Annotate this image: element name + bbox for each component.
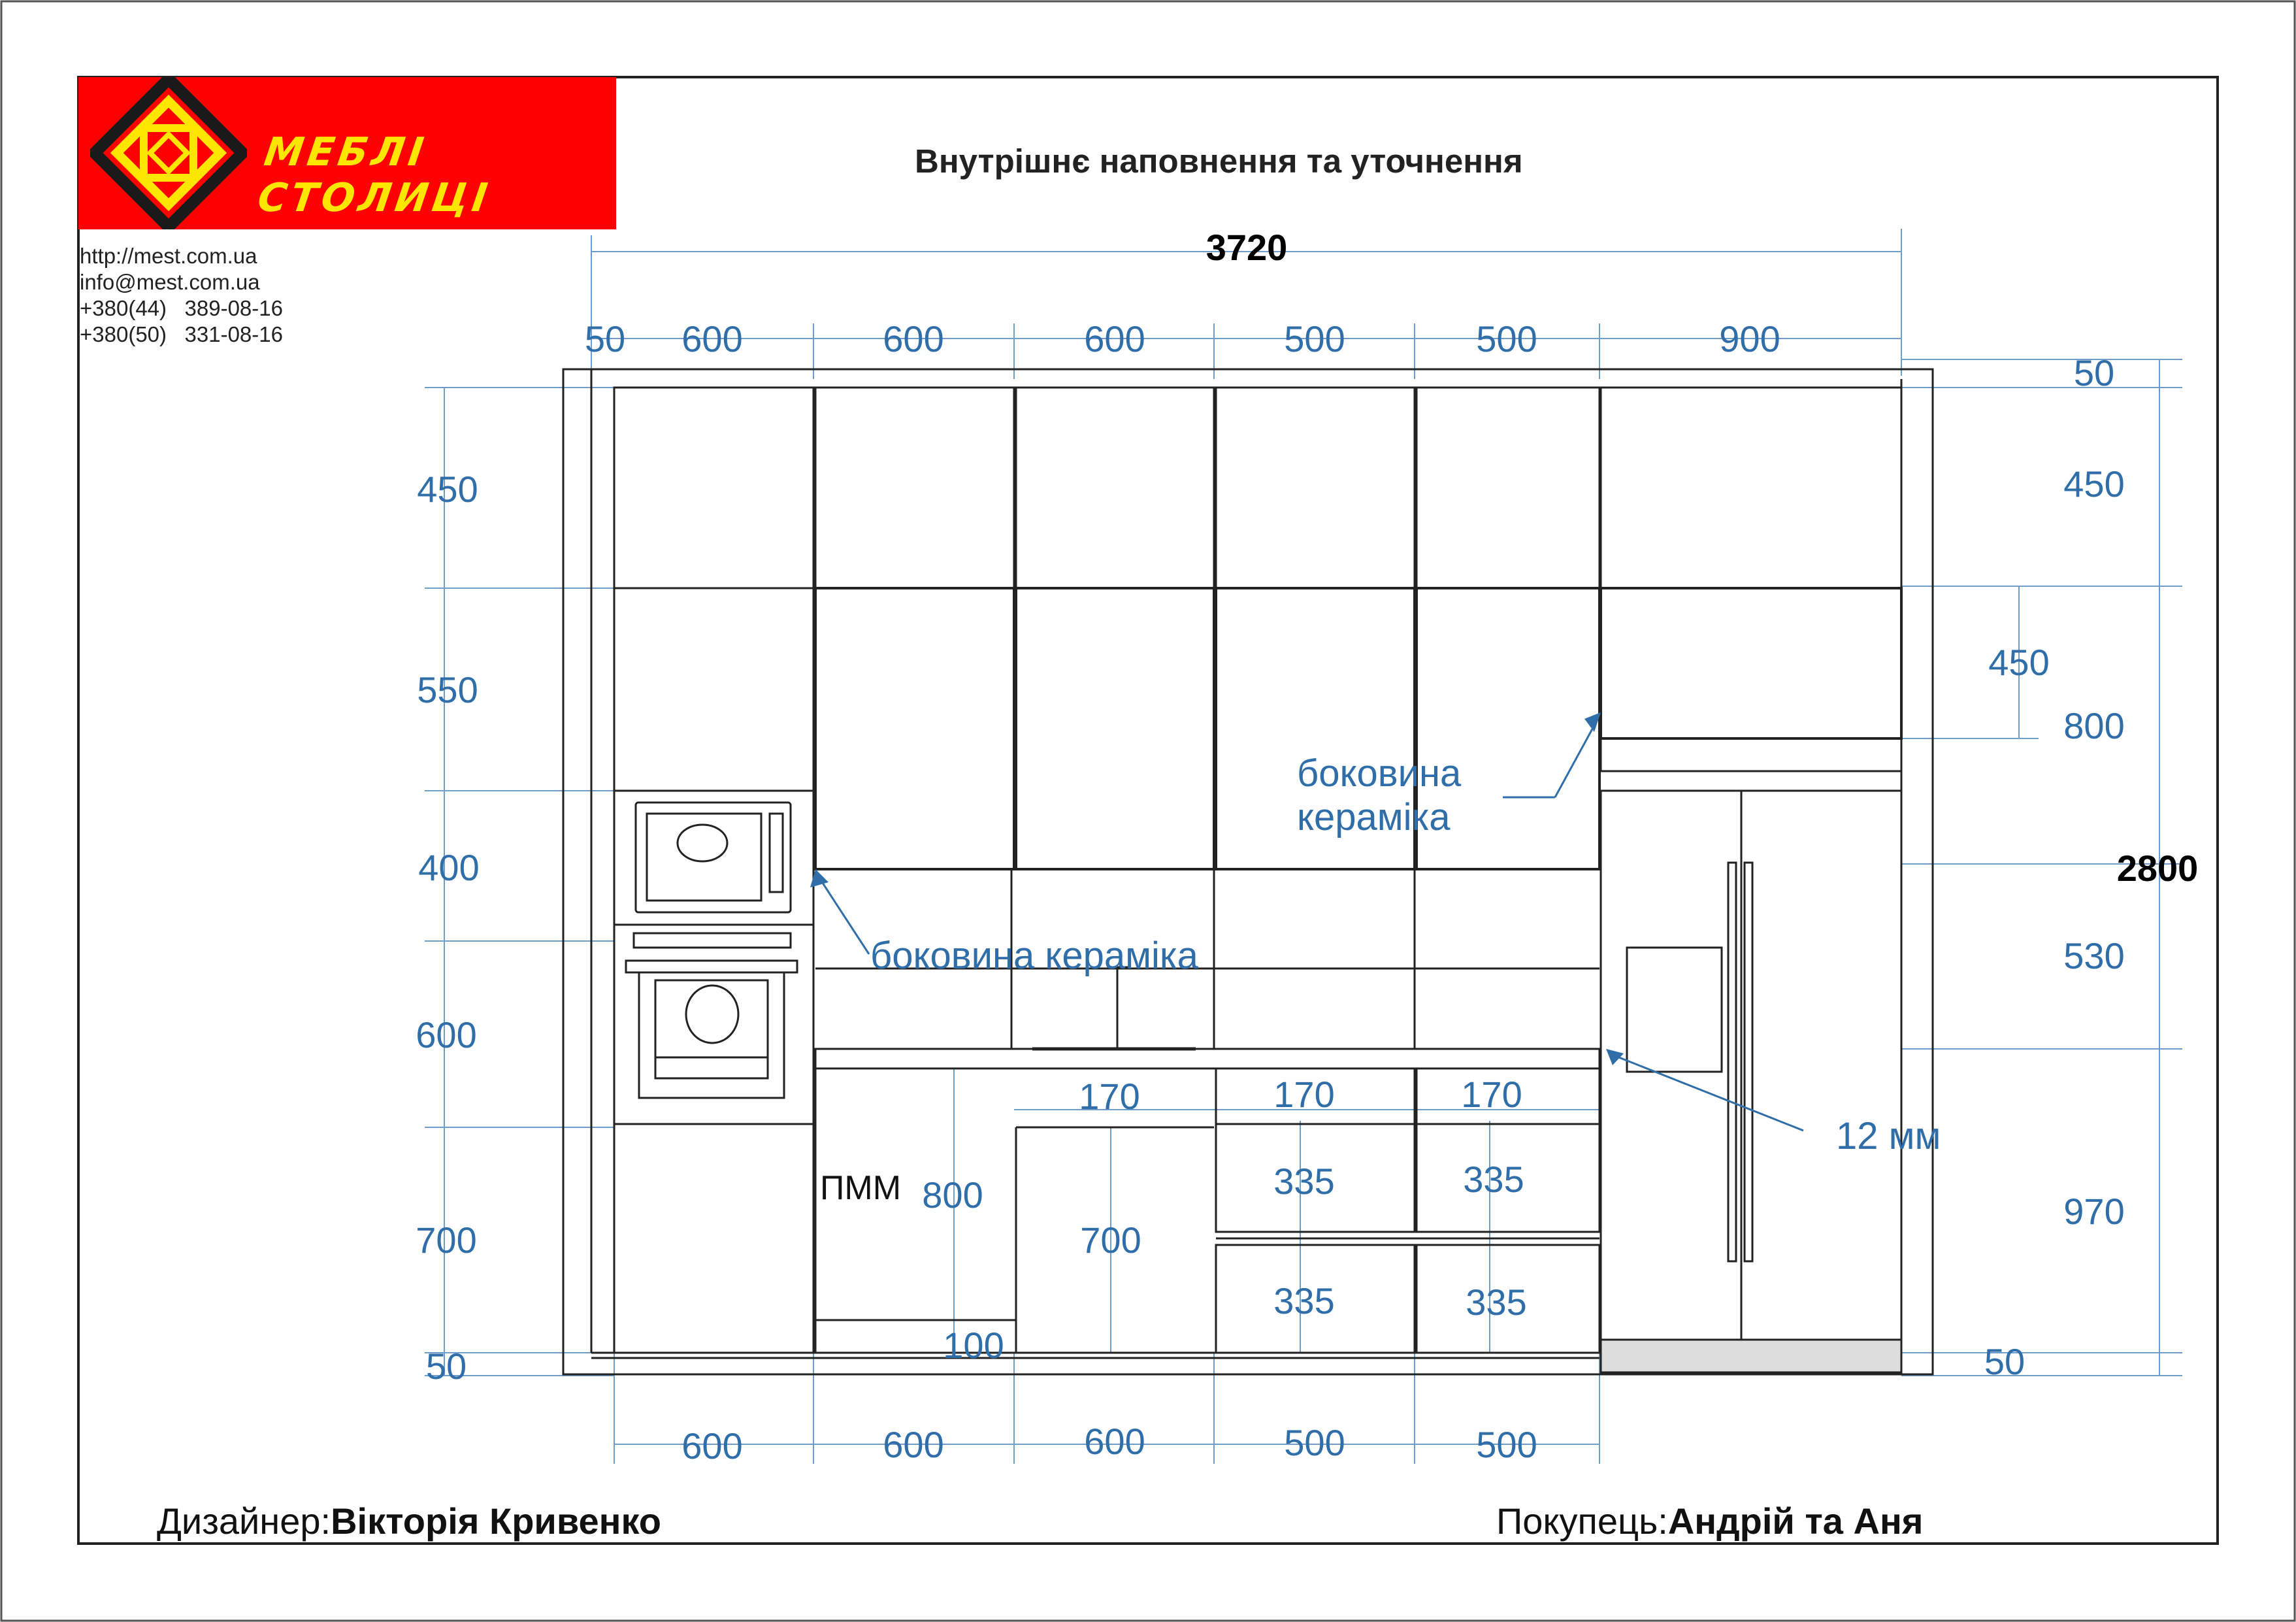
countertop bbox=[815, 1049, 1599, 1068]
dim-left-5: 700 bbox=[416, 1219, 477, 1261]
designer-label: Дизайнер: bbox=[157, 1500, 331, 1542]
dim-drawer-height-4: 335 bbox=[1466, 1282, 1527, 1323]
dim-overall-height: 2800 bbox=[2116, 848, 2199, 889]
page-title: Внутрішнє наповнення та уточнення bbox=[915, 142, 1523, 180]
designer-line bbox=[157, 1500, 661, 1542]
dim-left-1: 450 bbox=[417, 469, 478, 510]
top-cabinet-1 bbox=[614, 388, 813, 588]
top-cabinet-3 bbox=[1016, 388, 1214, 588]
dim-top-3: 600 bbox=[883, 318, 944, 359]
dim-top-5: 500 bbox=[1284, 318, 1345, 359]
microwave bbox=[636, 803, 791, 912]
drawing-frame bbox=[78, 77, 2218, 1544]
kitchen-cabinets bbox=[563, 369, 1933, 1374]
dim-bottom-1: 600 bbox=[681, 1425, 743, 1466]
top-cabinet-6 bbox=[1601, 388, 1901, 588]
dim-left-3: 400 bbox=[418, 847, 480, 888]
dim-top-4: 600 bbox=[1084, 318, 1145, 359]
buyer-label: Покупець: bbox=[1496, 1500, 1668, 1542]
email-link[interactable]: info@mest.com.ua bbox=[80, 270, 260, 294]
logo-mark-icon bbox=[90, 77, 247, 229]
contacts bbox=[80, 243, 283, 348]
phone-2: +380(50) 331-08-16 bbox=[80, 322, 283, 346]
dim-drawer-width-3: 170 bbox=[1461, 1074, 1522, 1115]
dim-right-6: 50 bbox=[1984, 1341, 2025, 1382]
top-cabinet-2 bbox=[815, 388, 1014, 588]
dim-right-3: 800 bbox=[2063, 705, 2125, 746]
dim-right-2: 450 bbox=[2063, 463, 2125, 505]
arrow-icon bbox=[1606, 1049, 1624, 1065]
dim-bottom-2: 600 bbox=[883, 1424, 944, 1465]
fridge bbox=[1601, 791, 1901, 1340]
designer-name: Вікторія Кривенко bbox=[331, 1500, 661, 1542]
top-cabinet-5 bbox=[1417, 388, 1599, 588]
dim-left-6: 50 bbox=[425, 1346, 467, 1387]
dim-left-2: 550 bbox=[417, 669, 478, 710]
dim-top-2: 600 bbox=[681, 318, 743, 359]
dim-right-4: 530 bbox=[2063, 935, 2125, 976]
dim-drawer-height-3: 335 bbox=[1273, 1280, 1335, 1321]
dim-base-height: 700 bbox=[1080, 1219, 1141, 1261]
dim-right-5: 970 bbox=[2063, 1191, 2125, 1232]
dim-bottom-3: 600 bbox=[1084, 1421, 1145, 1462]
dim-overall-width: 3720 bbox=[1205, 227, 1288, 268]
dim-top-1: 50 bbox=[584, 318, 626, 359]
dim-dishwasher-height: 800 bbox=[922, 1174, 983, 1216]
dimension-lines bbox=[425, 229, 2182, 1464]
dim-drawer-width-1: 170 bbox=[1079, 1076, 1140, 1117]
label-side-ceramic-2: кераміка bbox=[1297, 796, 1451, 838]
website-link[interactable]: http://mest.com.ua bbox=[80, 244, 257, 268]
top-cabinet-4 bbox=[1216, 388, 1415, 588]
label-side-ceramic-inline: боковина кераміка bbox=[870, 935, 1198, 977]
buyer-name: Андрій та Аня bbox=[1667, 1500, 1924, 1542]
dim-top-7: 900 bbox=[1719, 318, 1780, 359]
company-name: МЕБЛІ СТОЛИЦІ bbox=[255, 129, 495, 221]
dim-drawer-height-1: 335 bbox=[1273, 1161, 1335, 1202]
company-logo bbox=[78, 77, 616, 229]
dim-top-6: 500 bbox=[1476, 318, 1537, 359]
dim-right-1: 50 bbox=[2073, 352, 2115, 393]
dim-drawer-height-2: 335 bbox=[1463, 1159, 1524, 1200]
dim-left-4: 600 bbox=[416, 1014, 477, 1055]
phone-1: +380(44) 389-08-16 bbox=[80, 296, 283, 320]
dim-bottom-5: 500 bbox=[1476, 1424, 1537, 1465]
dim-drawer-width-2: 170 bbox=[1273, 1074, 1335, 1115]
dim-dishwasher-plinth: 100 bbox=[943, 1325, 1004, 1366]
label-thickness: 12 мм bbox=[1836, 1115, 1941, 1157]
label-dishwasher: ПММ bbox=[820, 1169, 902, 1207]
dim-bottom-4: 500 bbox=[1284, 1422, 1345, 1463]
label-side-ceramic-1: боковина bbox=[1297, 752, 1462, 795]
buyer-line bbox=[1496, 1500, 1923, 1542]
outer-border bbox=[1, 1, 2295, 1621]
dim-right-inner: 450 bbox=[1988, 642, 2050, 683]
